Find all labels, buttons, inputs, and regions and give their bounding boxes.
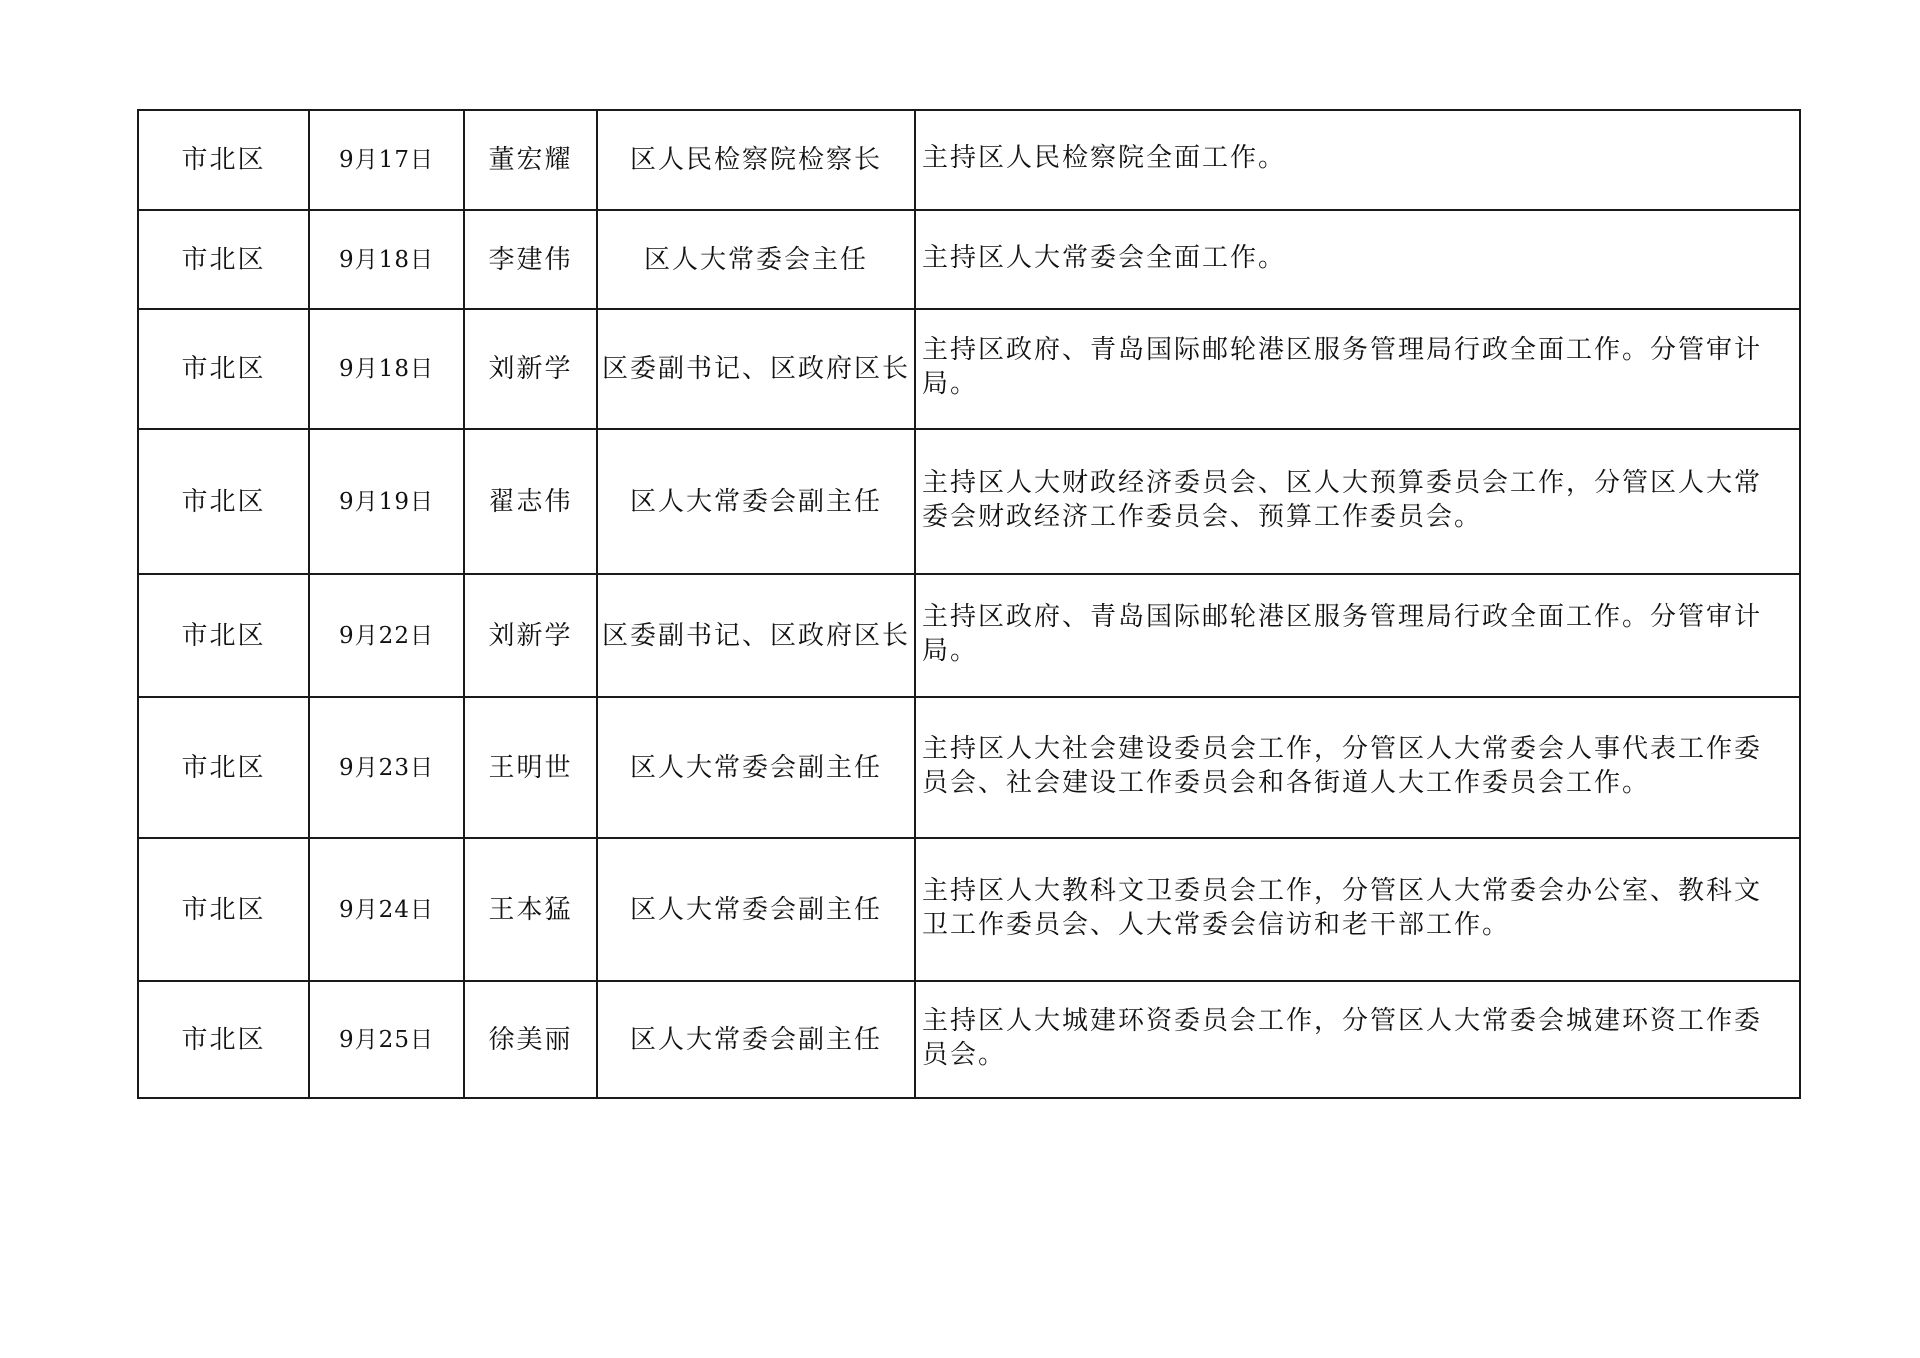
- duty-cell: [915, 210, 1800, 309]
- duty-text: 主持区政府、青岛国际邮轮港区服务管理局行政全面工作。分管审计局。: [922, 335, 1763, 399]
- district-cell: 市北区: [138, 981, 309, 1098]
- date-cell: 9月19日: [309, 429, 464, 574]
- district-cell: 市北区: [138, 429, 309, 574]
- schedule-table: [137, 109, 1801, 1099]
- position-cell: 区人大常委会主任: [597, 210, 915, 309]
- district-cell: 市北区: [138, 309, 309, 429]
- duty-text: 主持区政府、青岛国际邮轮港区服务管理局行政全面工作。分管审计局。: [922, 601, 1763, 666]
- table-row: [138, 981, 1800, 1098]
- table-row: [138, 309, 1800, 429]
- duty-cell: [915, 110, 1800, 210]
- district-cell: 市北区: [138, 210, 309, 309]
- duty-text: 主持区人大常委会全面工作。: [922, 242, 1287, 273]
- table-row: [138, 110, 1800, 210]
- date-cell: 9月25日: [309, 981, 464, 1098]
- district-cell: 市北区: [138, 110, 309, 210]
- position-cell: 区人大常委会副主任: [597, 697, 915, 838]
- name-cell: 董宏耀: [464, 110, 597, 210]
- position-cell: 区人大常委会副主任: [597, 981, 915, 1098]
- date-cell: 9月18日: [309, 309, 464, 429]
- position-cell: 区委副书记、区政府区长: [597, 574, 915, 697]
- table-row: [138, 697, 1800, 838]
- table-row: [138, 210, 1800, 309]
- name-cell: 徐美丽: [464, 981, 597, 1098]
- table-row: [138, 838, 1800, 981]
- name-cell: 刘新学: [464, 309, 597, 429]
- duty-cell: [915, 574, 1800, 697]
- duty-cell: [915, 309, 1800, 429]
- position-cell: 区人民检察院检察长: [597, 110, 915, 210]
- duty-text: 主持区人大社会建设委员会工作，分管区人大常委会人事代表工作委员会、社会建设工作委员会和各街道人大工作委员会工作。: [922, 733, 1763, 798]
- duty-cell: [915, 838, 1800, 981]
- name-cell: 翟志伟: [464, 429, 597, 574]
- duty-cell: [915, 429, 1800, 574]
- table-row: [138, 429, 1800, 574]
- duty-cell: [915, 697, 1800, 838]
- date-cell: 9月24日: [309, 838, 464, 981]
- date-cell: 9月22日: [309, 574, 464, 697]
- district-cell: 市北区: [138, 838, 309, 981]
- name-cell: 李建伟: [464, 210, 597, 309]
- date-cell: 9月23日: [309, 697, 464, 838]
- duty-text: 主持区人民检察院全面工作。: [922, 143, 1287, 173]
- district-cell: 市北区: [138, 574, 309, 697]
- date-cell: 9月17日: [309, 110, 464, 210]
- position-cell: 区委副书记、区政府区长: [597, 309, 915, 429]
- duty-text: 主持区人大城建环资委员会工作，分管区人大常委会城建环资工作委员会。: [922, 1005, 1763, 1070]
- position-cell: 区人大常委会副主任: [597, 429, 915, 574]
- date-cell: 9月18日: [309, 210, 464, 309]
- table-row: [138, 574, 1800, 697]
- duty-text: 主持区人大财政经济委员会、区人大预算委员会工作，分管区人大常委会财政经济工作委员会、预算工作委员会。: [922, 467, 1763, 532]
- district-cell: 市北区: [138, 697, 309, 838]
- position-cell: 区人大常委会副主任: [597, 838, 915, 981]
- name-cell: 刘新学: [464, 574, 597, 697]
- duty-cell: [915, 981, 1800, 1098]
- name-cell: 王明世: [464, 697, 597, 838]
- name-cell: 王本猛: [464, 838, 597, 981]
- duty-text: 主持区人大教科文卫委员会工作，分管区人大常委会办公室、教科文卫工作委员会、人大常委会信访和老干部工作。: [922, 875, 1763, 940]
